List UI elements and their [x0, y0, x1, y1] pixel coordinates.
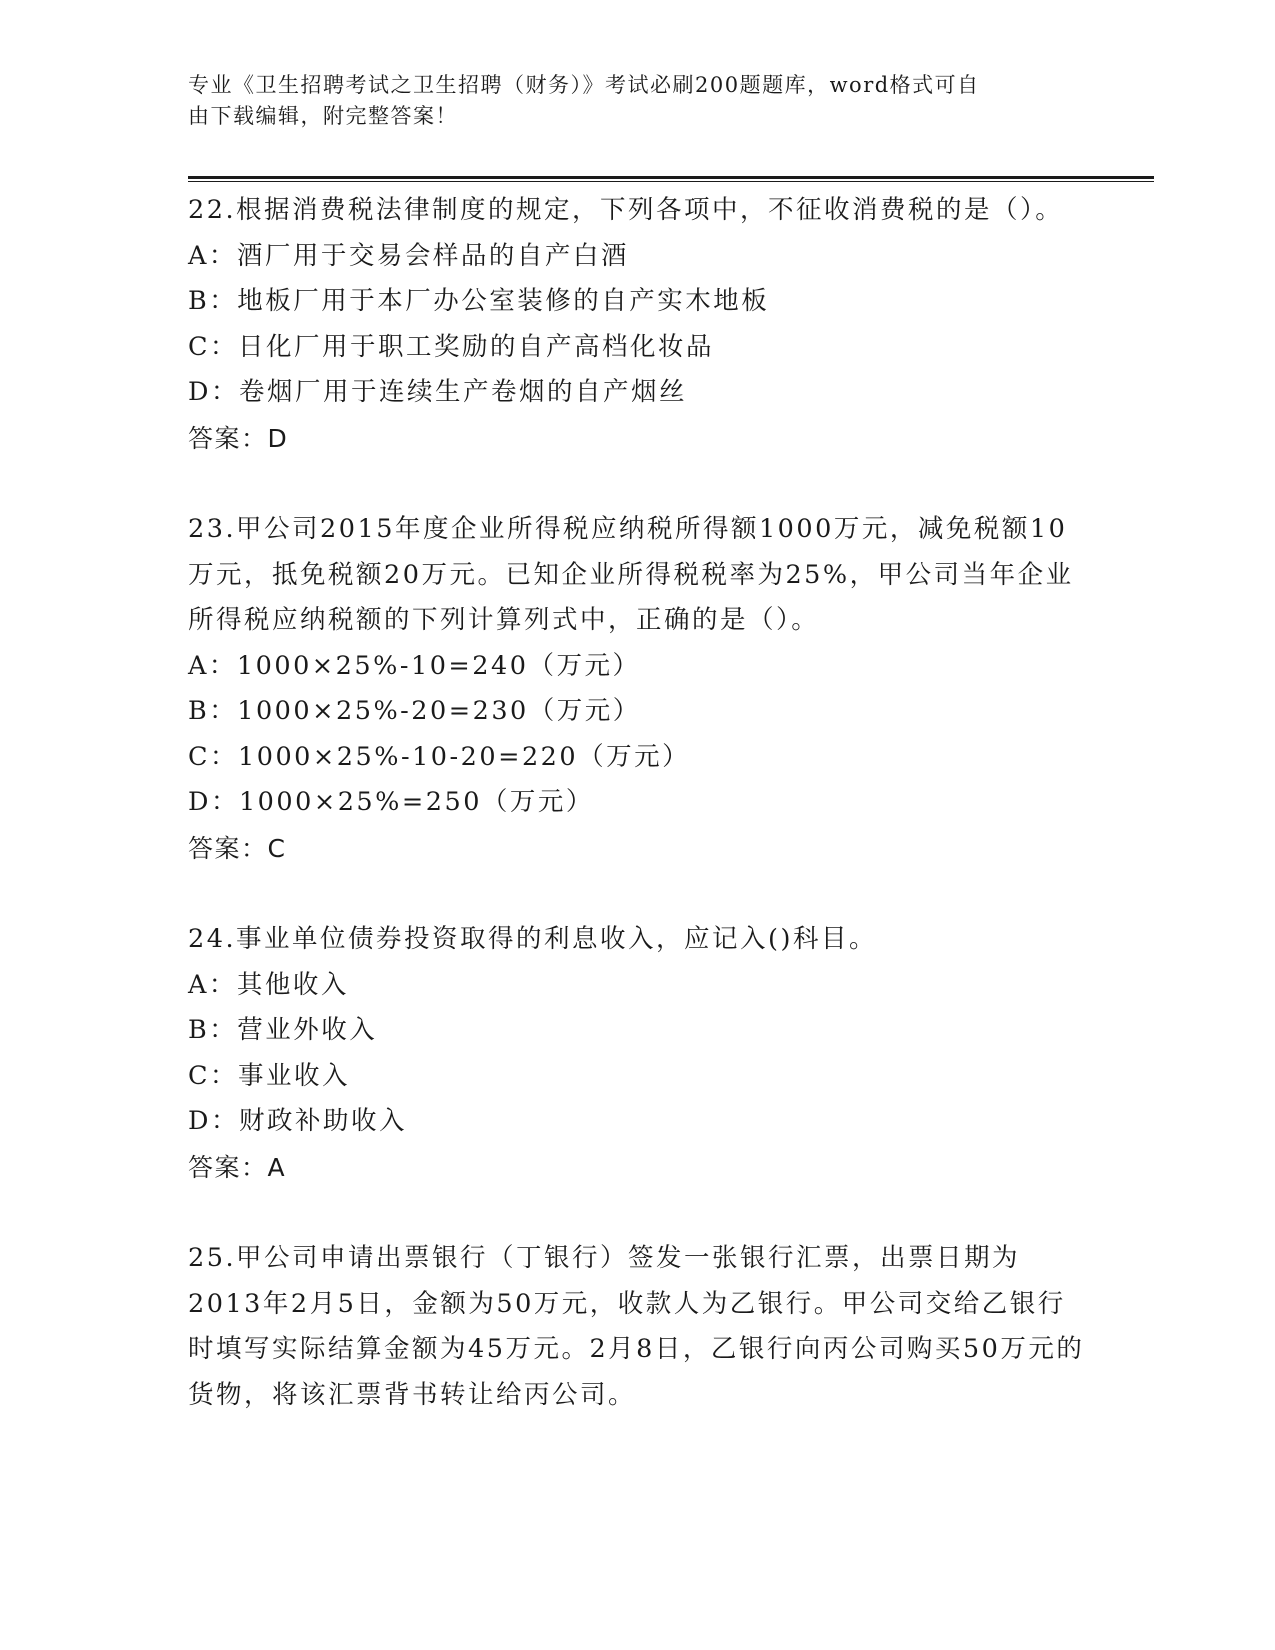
option-c: C：1000×25%-10-20=220（万元）: [188, 741, 691, 772]
question-stem: 22.根据消费税法律制度的规定，下列各项中，不征收消费税的是（）。: [188, 195, 1064, 225]
answer: 答案：D: [188, 423, 289, 453]
option-d: D：卷烟厂用于连续生产卷烟的自产烟丝: [188, 377, 687, 407]
option-a: A：酒厂用于交易会样品的自产白酒: [188, 240, 629, 271]
question-23: [188, 507, 1093, 871]
question-24: [188, 917, 1093, 1190]
option-a: A：其他收入: [188, 969, 349, 1000]
option-b: B：1000×25%-20=230（万元）: [188, 696, 641, 726]
option-d: D：财政补助收入: [188, 1106, 407, 1136]
question-list: [188, 188, 1093, 1418]
option-c: C：日化厂用于职工奖励的自产高档化妆品: [188, 331, 715, 362]
question-stem: 24.事业单位债券投资取得的利息收入，应记入()科目。: [188, 924, 877, 954]
option-b: B：营业外收入: [188, 1015, 378, 1045]
header-divider-thin: [188, 181, 1154, 182]
header-divider-thick: [188, 176, 1154, 179]
option-a: A：1000×25%-10=240（万元）: [188, 650, 641, 681]
question-stem: 25.甲公司申请出票银行（丁银行）签发一张银行汇票，出票日期为2013年2月5日，金额为50万元，收款人为乙银行。甲公司交给乙银行时填写实际结算金额为45万元。2月8日，乙银行向丙公司购买50万元的货物，将该汇票背书转让给丙公司。: [188, 1243, 1085, 1410]
question-22: [188, 188, 1093, 461]
header-line-1: 专业《卫生招聘考试之卫生招聘（财务）》考试必刷200题题库，word格式可自: [188, 73, 980, 97]
header-line-2: 由下载编辑，附完整答案！: [188, 104, 458, 128]
answer: 答案：C: [188, 833, 287, 863]
question-25: [188, 1236, 1093, 1418]
option-c: C：事业收入: [188, 1060, 351, 1091]
option-d: D：1000×25%=250（万元）: [188, 787, 594, 817]
option-b: B：地板厂用于本厂办公室装修的自产实木地板: [188, 286, 770, 316]
answer: 答案：A: [188, 1152, 287, 1182]
document-header: [188, 70, 1068, 132]
question-stem: 23.甲公司2015年度企业所得税应纳税所得额1000万元，减免税额10万元，抵免税额20万元。已知企业所得税税率为25%，甲公司当年企业所得税应纳税额的下列计算列式中，正确的是（）。: [188, 514, 1074, 635]
